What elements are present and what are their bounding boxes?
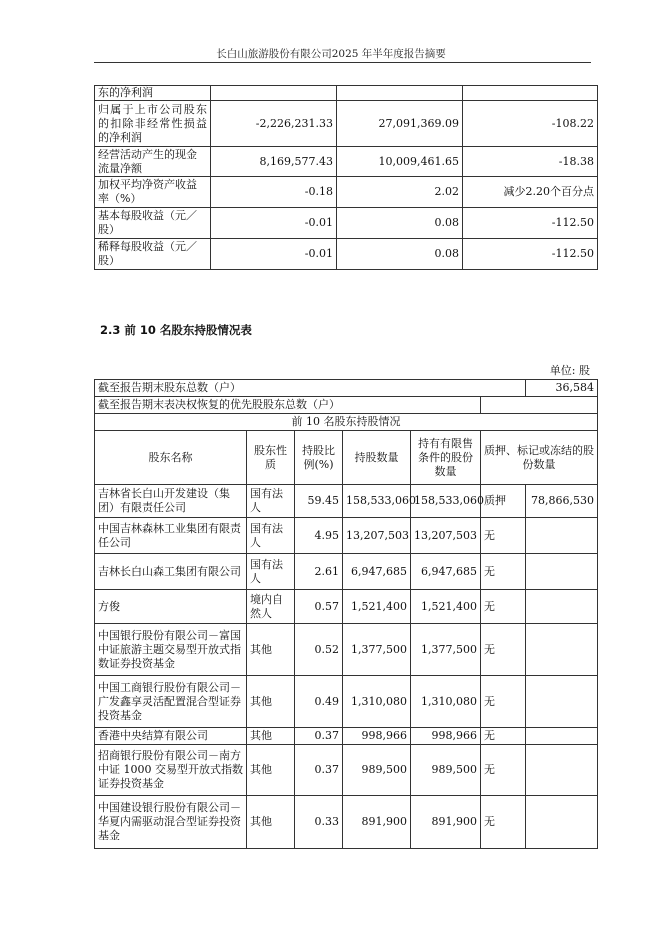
cell-prior: 10,009,461.65: [337, 147, 463, 177]
pledge-status: 无: [481, 624, 526, 676]
holder-restricted: 158,533,060: [411, 485, 481, 518]
pledge-count: [526, 796, 598, 849]
holder-name: 方俊: [95, 590, 247, 624]
holder-nature: 国有法人: [247, 485, 295, 518]
pledge-count: [526, 624, 598, 676]
cell-prior: 2.02: [337, 177, 463, 208]
preferred-row: [95, 397, 598, 414]
col-name: 股东名称: [95, 431, 247, 485]
holder-restricted: 989,500: [411, 745, 481, 796]
pledge-count: [526, 554, 598, 590]
holder-restricted: 1,310,080: [411, 676, 481, 728]
holder-shares: 1,521,400: [343, 590, 411, 624]
pledge-status: 无: [481, 518, 526, 554]
cell-prior: 0.08: [337, 208, 463, 239]
holder-name: 吉林省长白山开发建设（集团）有限责任公司: [95, 485, 247, 518]
pledge-count: [526, 745, 598, 796]
total-label: 截至报告期末股东总数（户）: [95, 380, 526, 397]
pledge-status: 无: [481, 728, 526, 745]
column-header-row: [95, 431, 598, 485]
cell-current: -0.18: [211, 177, 337, 208]
subheader-row: [95, 414, 598, 431]
unit-label: 单位: 股: [549, 364, 590, 377]
col-nature: 股东性质: [247, 431, 295, 485]
holder-name: 中国吉林森林工业集团有限责任公司: [95, 518, 247, 554]
table-row: [95, 86, 598, 101]
holder-ratio: 0.57: [295, 590, 343, 624]
pledge-count: [526, 676, 598, 728]
subheader: 前 10 名股东持股情况: [95, 414, 598, 431]
table-row: [95, 177, 598, 208]
table-row: [95, 239, 598, 270]
row-label: 基本每股收益（元／股）: [95, 208, 211, 239]
row-label: 稀释每股收益（元／股）: [95, 239, 211, 270]
row-label: 归属于上市公司股东的扣除非经常性损益的净利润: [95, 101, 211, 147]
holder-name: 中国银行股份有限公司－富国中证旅游主题交易型开放式指数证券投资基金: [95, 624, 247, 676]
cell-current: 8,169,577.43: [211, 147, 337, 177]
holder-restricted: 13,207,503: [411, 518, 481, 554]
cell-change: -18.38: [463, 147, 598, 177]
holder-shares: 1,377,500: [343, 624, 411, 676]
cell-prior: 0.08: [337, 239, 463, 270]
preferred-value: [481, 397, 598, 414]
col-ratio: 持股比例(%): [295, 431, 343, 485]
section-title: 2.3 前 10 名股东持股情况表: [100, 323, 252, 337]
holder-nature: 其他: [247, 796, 295, 849]
table-row: [95, 518, 598, 554]
col-pledge: 质押、标记或冻结的股份数量: [481, 431, 598, 485]
holder-ratio: 0.37: [295, 728, 343, 745]
table-row: [95, 676, 598, 728]
shareholder-table: [94, 379, 598, 849]
holder-ratio: 4.95: [295, 518, 343, 554]
table-row: [95, 796, 598, 849]
financial-table: [94, 85, 598, 270]
holder-restricted: 1,377,500: [411, 624, 481, 676]
holder-name: 中国工商银行股份有限公司－广发鑫享灵活配置混合型证券投资基金: [95, 676, 247, 728]
holder-restricted: 1,521,400: [411, 590, 481, 624]
holder-ratio: 59.45: [295, 485, 343, 518]
holder-shares: 891,900: [343, 796, 411, 849]
cell-current: -0.01: [211, 208, 337, 239]
holder-shares: 6,947,685: [343, 554, 411, 590]
holder-ratio: 0.49: [295, 676, 343, 728]
total-value: 36,584: [526, 380, 598, 397]
table-row: [95, 745, 598, 796]
cell-current: -0.01: [211, 239, 337, 270]
row-label: 东的净利润: [95, 86, 211, 101]
holder-ratio: 0.37: [295, 745, 343, 796]
holder-nature: 其他: [247, 745, 295, 796]
holder-nature: 其他: [247, 728, 295, 745]
holder-nature: 国有法人: [247, 554, 295, 590]
table-row: [95, 147, 598, 177]
table-row: [95, 728, 598, 745]
pledge-count: 78,866,530: [526, 485, 598, 518]
holder-shares: 998,966: [343, 728, 411, 745]
cell-change: [463, 86, 598, 101]
pledge-count: [526, 728, 598, 745]
holder-nature: 其他: [247, 624, 295, 676]
col-shares: 持股数量: [343, 431, 411, 485]
holder-nature: 境内自然人: [247, 590, 295, 624]
pledge-count: [526, 518, 598, 554]
col-restricted: 持有有限售条件的股份数量: [411, 431, 481, 485]
table-row: [95, 208, 598, 239]
row-label: 加权平均净资产收益率（%）: [95, 177, 211, 208]
holder-ratio: 0.33: [295, 796, 343, 849]
cell-change: -108.22: [463, 101, 598, 147]
pledge-status: 无: [481, 590, 526, 624]
holder-shares: 13,207,503: [343, 518, 411, 554]
holder-ratio: 0.52: [295, 624, 343, 676]
holder-name: 香港中央结算有限公司: [95, 728, 247, 745]
holder-restricted: 998,966: [411, 728, 481, 745]
cell-prior: 27,091,369.09: [337, 101, 463, 147]
table-row: [95, 485, 598, 518]
cell-current: -2,226,231.33: [211, 101, 337, 147]
holder-name: 招商银行股份有限公司－南方中证 1000 交易型开放式指数证券投资基金: [95, 745, 247, 796]
total-row: [95, 380, 598, 397]
holder-shares: 158,533,060: [343, 485, 411, 518]
preferred-label: 截至报告期末表决权恢复的优先股股东总数（户）: [95, 397, 481, 414]
holder-nature: 其他: [247, 676, 295, 728]
pledge-status: 无: [481, 745, 526, 796]
cell-change: -112.50: [463, 208, 598, 239]
pledge-status: 质押: [481, 485, 526, 518]
holder-name: 中国建设银行股份有限公司－华夏内需驱动混合型证券投资基金: [95, 796, 247, 849]
row-label: 经营活动产生的现金流量净额: [95, 147, 211, 177]
holder-ratio: 2.61: [295, 554, 343, 590]
pledge-status: 无: [481, 554, 526, 590]
pledge-status: 无: [481, 676, 526, 728]
holder-restricted: 6,947,685: [411, 554, 481, 590]
table-row: [95, 624, 598, 676]
cell-change: 减少2.20个百分点: [463, 177, 598, 208]
pledge-status: 无: [481, 796, 526, 849]
holder-shares: 1,310,080: [343, 676, 411, 728]
page-header: 长白山旅游股份有限公司2025 年半年度报告摘要: [216, 48, 446, 60]
header-rule: [94, 62, 591, 63]
table-row: [95, 554, 598, 590]
holder-nature: 国有法人: [247, 518, 295, 554]
cell-current: [211, 86, 337, 101]
cell-change: -112.50: [463, 239, 598, 270]
holder-name: 吉林长白山森工集团有限公司: [95, 554, 247, 590]
holder-shares: 989,500: [343, 745, 411, 796]
table-row: [95, 101, 598, 147]
holder-restricted: 891,900: [411, 796, 481, 849]
cell-prior: [337, 86, 463, 101]
pledge-count: [526, 590, 598, 624]
table-row: [95, 590, 598, 624]
